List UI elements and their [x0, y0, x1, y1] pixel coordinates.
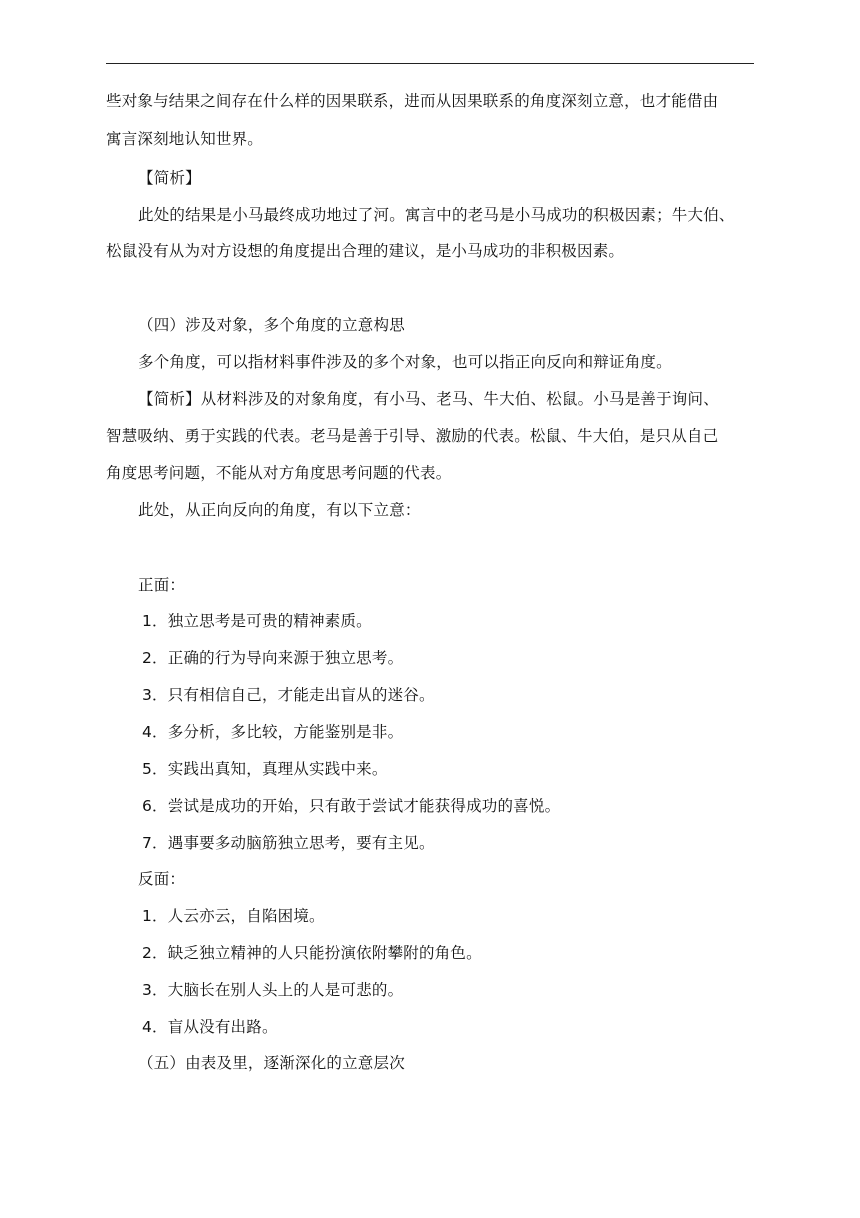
paragraph-line: 松鼠没有从为对方设想的角度提出合理的建议，是小马成功的非积极因素。: [106, 242, 625, 260]
list-item: 2．正确的行为导向来源于独立思考。: [142, 649, 404, 667]
list-item: 3．大脑长在别人头上的人是可悲的。: [142, 981, 404, 999]
section-heading: （四）涉及对象，多个角度的立意构思: [138, 316, 405, 334]
list-item: 2．缺乏独立精神的人只能扮演依附攀附的角色。: [142, 944, 482, 962]
paragraph-line: 此处的结果是小马最终成功地过了河。寓言中的老马是小马成功的积极因素；牛大伯、: [138, 206, 735, 224]
analysis-label: 【简析】: [138, 169, 201, 187]
list-heading-positive: 正面：: [138, 576, 186, 594]
list-item: 7．遇事要多动脑筋独立思考，要有主见。: [142, 834, 435, 852]
header-rule: [106, 63, 754, 64]
paragraph-line: 些对象与结果之间存在什么样的因果联系，进而从因果联系的角度深刻立意，也才能借由: [106, 92, 719, 110]
list-item: 4．盲从没有出路。: [142, 1018, 278, 1036]
list-item: 5．实践出真知，真理从实践中来。: [142, 760, 388, 778]
list-item: 1．独立思考是可贵的精神素质。: [142, 612, 372, 630]
list-item: 1．人云亦云，自陷困境。: [142, 907, 325, 925]
list-heading-negative: 反面：: [138, 870, 186, 888]
section-heading: （五）由表及里，逐渐深化的立意层次: [138, 1054, 405, 1072]
paragraph-line: 此处，从正向反向的角度，有以下立意：: [138, 501, 421, 519]
list-item: 6．尝试是成功的开始，只有敢于尝试才能获得成功的喜悦。: [142, 797, 561, 815]
list-item: 4．多分析，多比较，方能鉴别是非。: [142, 723, 404, 741]
paragraph-line: 智慧吸纳、勇于实践的代表。老马是善于引导、激励的代表。松鼠、牛大伯，是只从自己: [106, 427, 719, 445]
list-item: 3．只有相信自己，才能走出盲从的迷谷。: [142, 686, 435, 704]
paragraph-line: 角度思考问题，不能从对方角度思考问题的代表。: [106, 464, 452, 482]
paragraph-line: 多个角度，可以指材料事件涉及的多个对象，也可以指正向反向和辩证角度。: [138, 353, 672, 371]
paragraph-line: 【简析】从材料涉及的对象角度，有小马、老马、牛大伯、松鼠。小马是善于询问、: [138, 390, 719, 408]
paragraph-line: 寓言深刻地认知世界。: [106, 130, 264, 148]
